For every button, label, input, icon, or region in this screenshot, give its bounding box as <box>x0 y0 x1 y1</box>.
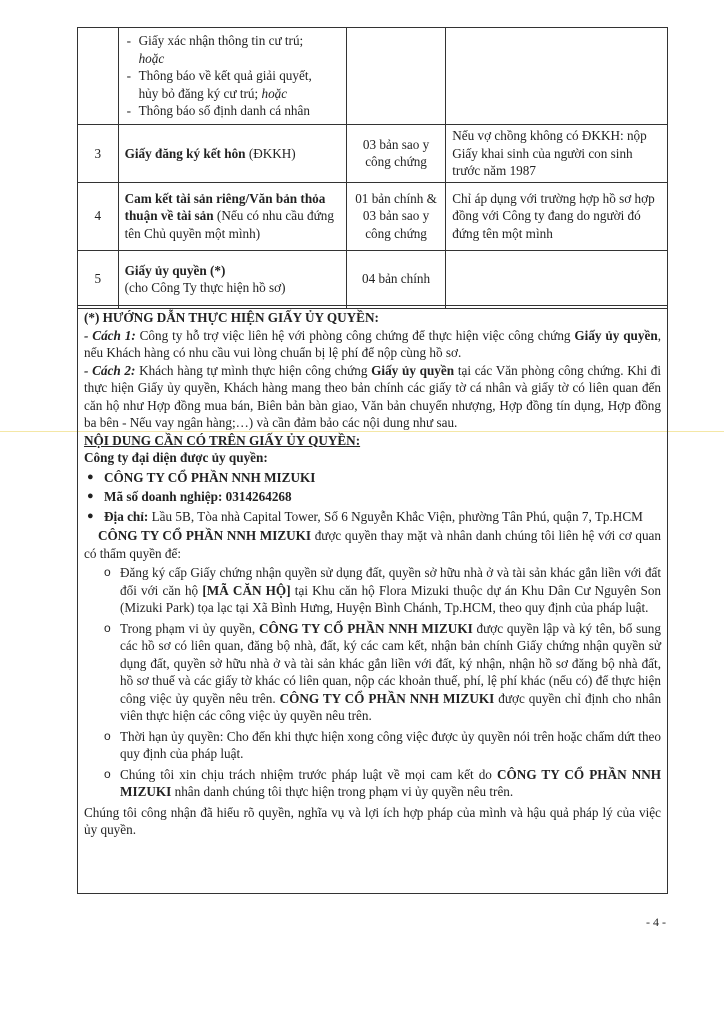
method-2-bold: Giấy ủy quyền <box>371 362 455 378</box>
list-item <box>125 102 340 120</box>
tax-code-label: Mã số doanh nghiệp: <box>104 489 223 504</box>
note-cell <box>446 250 668 308</box>
address-value: Lầu 5B, Tòa nhà Capital Tower, Số 6 Nguyễn Khắc Viện, phường Tân Phú, quận 7, Tp.HCM <box>151 508 643 524</box>
address-label: Địa chỉ: <box>104 508 149 524</box>
scope-text: Đăng ký cấp Giấy chứng nhận quyền sử dụng đất, quyền sở hữu nhà ở và tài sản khác gắn liền với đất đối với căn hộ <box>120 565 661 598</box>
note-cell <box>446 28 668 125</box>
scope-text: được quyền lập và ký tên, bổ sung các hồ sơ có liên quan, đăng bộ nhà, đất, ký các cam kết, nhận bản chính Giấy chứng nhận quyền sử dụng đất, quyền sở hữu nhà ở và tài sản khác gắn liền với đất, ký nhận, nhận hồ sơ đăng bộ nhà đất, hồ sơ thuế và các giấy tờ khác có liên quan, nộp các khoản thuế, phí, lệ phí khác (nếu có) để thực hiện công việc ủy quyền nêu trên. <box>120 620 661 706</box>
tax-code <box>84 488 661 506</box>
scope-text: nhân danh chúng tôi thực hiện trong phạm vi ủy quyền nêu trên. <box>174 784 514 799</box>
quantity-cell <box>346 28 445 125</box>
authorization-statement <box>84 527 661 562</box>
note-cell: Chỉ áp dụng với trường hợp hồ sơ hợp đồng với Công ty đang do người đó đứng tên một mình <box>446 182 668 250</box>
scope-text: Trong phạm vi ủy quyền, <box>120 620 256 636</box>
method-1-text: Công ty hỗ trợ việc liên hệ với phòng công chứng để thực hiện việc công chứng <box>139 327 571 343</box>
company-info-list <box>84 469 661 526</box>
company-bold: CÔNG TY CỔ PHẦN NNH MIZUKI <box>258 620 473 636</box>
list-item <box>84 620 661 725</box>
authorization-text: được quyền thay mặt và nhân danh chúng tôi liên hệ với cơ quan có thẩm quyền để: <box>84 528 662 561</box>
document-cell <box>118 125 346 183</box>
document-name: Cam kết tài sản riêng/Văn bản thỏa thuận về tài sản <box>124 190 326 224</box>
method-2 <box>84 362 661 432</box>
item-text: Giấy xác nhận thông tin cư trú; <box>138 33 304 49</box>
guide-title: (*) HƯỚNG DẪN THỰC HIỆN GIẤY ỦY QUYỀN: <box>84 310 379 325</box>
page-number: - 4 - <box>646 915 666 929</box>
note-cell: Nếu vợ chồng không có ĐKKH: nộp Giấy khai sinh của người con sinh trước năm 1987 <box>446 125 668 183</box>
authorized-company: CÔNG TY CỔ PHẦN NNH MIZUKI <box>98 528 312 543</box>
row-number-cell: 4 <box>78 182 119 250</box>
row-number-cell: 5 <box>78 250 119 308</box>
closing-statement: Chúng tôi công nhận đã hiểu rõ quyền, nghĩa vụ và lợi ích hợp pháp của mình và hậu quả pháp lý của việc ủy quyền. <box>84 804 661 837</box>
authorization-scope-list <box>84 564 661 801</box>
document-suffix: (ĐKKH) <box>248 145 296 161</box>
quantity-cell: 01 bản chính & 03 bản sao y công chứng <box>346 182 445 250</box>
representative-title: Công ty đại diện được ủy quyền: <box>84 450 268 465</box>
scope-text: Chúng tôi xin chịu trách nhiệm trước pháp luật về mọi cam kết do <box>120 766 492 782</box>
row-number-cell: 3 <box>78 125 119 183</box>
method-1-bold: Giấy ủy quyền <box>574 327 658 343</box>
address <box>84 508 661 526</box>
apartment-code-placeholder: [MÃ CĂN HỘ] <box>202 582 291 598</box>
table-row <box>78 28 668 125</box>
document-cell <box>118 250 346 308</box>
company-bold: CÔNG TY CỔ PHẦN NNH MIZUKI <box>120 766 662 799</box>
list-item <box>84 766 661 801</box>
item-text: Thông báo số định danh cá nhân <box>138 103 310 119</box>
content-title: NỘI DUNG CẦN CÓ TRÊN GIẤY ỦY QUYỀN: <box>84 432 361 448</box>
method-1 <box>84 327 661 362</box>
tax-code-value: 0314264268 <box>225 489 292 504</box>
document-name: Giấy đăng ký kết hôn <box>124 145 246 161</box>
document-cell <box>118 182 346 250</box>
scope-text: được quyền chỉ định cho nhân viên thực hiện các công việc ủy quyền nêu trên. <box>120 690 662 723</box>
company-name: ● CÔNG TY CỔ PHẦN NNH MIZUKI <box>84 469 661 487</box>
list-item: o Thời hạn ủy quyền: Cho đến khi thực hiện xong công việc được ủy quyền nói trên hoặc chấm dứt theo quy định của pháp luật. <box>84 728 661 763</box>
document-cell <box>118 28 346 125</box>
item-text: Thông báo về kết quả giải quyết, <box>138 68 312 84</box>
authorization-guide-box <box>77 305 668 894</box>
quantity-cell: 03 bản sao y công chứng <box>346 125 445 183</box>
hoac-text: hoặc <box>261 85 288 101</box>
row-number-cell <box>78 28 119 125</box>
method-1-text-b: , nếu Khách hàng có nhu cầu vui lòng chuẩn bị lệ phí để nộp cùng hồ sơ. <box>84 327 661 360</box>
document-suffix: (Nếu có nhu cầu đứng tên Chủ quyền một mình) <box>124 208 334 241</box>
company-bold: CÔNG TY CỔ PHẦN NNH MIZUKI <box>279 690 495 706</box>
table-row <box>78 250 668 308</box>
scope-text: tại Khu căn hộ Flora Mizuki thuộc dự án Khu Dân Cư Nguyên Son (Mizuki Park) tọa lạc tại Xã Bình Hưng, Huyện Bình Chánh, Tp.HCM, theo quy định của pháp luật. <box>120 582 662 615</box>
method-2-label: - Cách 2: <box>84 362 136 378</box>
table-row <box>78 125 668 183</box>
document-suffix: (cho Công Ty thực hiện hồ sơ) <box>124 280 286 295</box>
list-item <box>125 67 340 102</box>
documents-table <box>77 27 668 309</box>
item-text: hủy bỏ đăng ký cư trú; <box>138 85 259 101</box>
method-2-text: Khách hàng tự mình thực hiện công chứng <box>139 362 368 378</box>
table-row <box>78 182 668 250</box>
quantity-cell: 04 bản chính <box>346 250 445 308</box>
list-item <box>84 564 661 617</box>
hoac-text: hoặc <box>138 50 165 66</box>
document-name: Giấy ủy quyền (*) <box>124 262 226 278</box>
method-2-text-b: tại các Văn phòng công chứng. Khi đi thực hiện Giấy ủy quyền, Khách hàng mang theo bản chính các giấy tờ cá nhân và giấy tờ có liên quan đến căn hộ như Hợp đồng mua bán, Biên bản bàn giao, Văn bản chuyển nhượng, Hợp đồng tín dụng, Hợp đồng ba bên - Nếu vay ngân hàng;…) và cần đảm bảo các nội dung như sau. <box>84 362 661 430</box>
method-1-label: - Cách 1: <box>84 327 136 343</box>
list-item <box>125 32 340 67</box>
